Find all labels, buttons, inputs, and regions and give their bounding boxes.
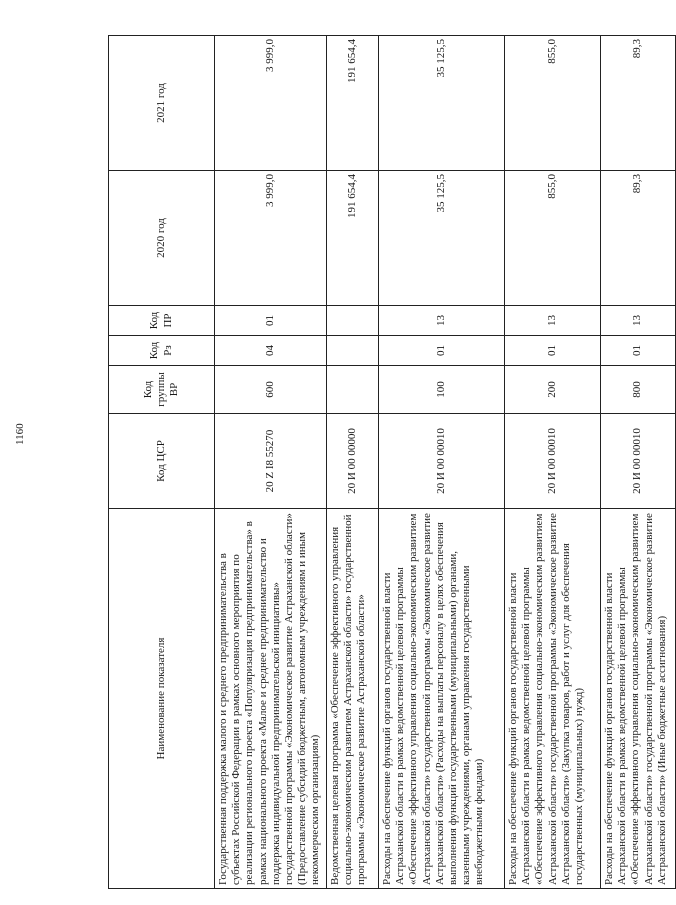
row-vr: 600 xyxy=(215,366,327,414)
row-vr: 200 xyxy=(505,366,601,414)
row-2021: 855,0 xyxy=(505,36,601,171)
row-vr: 800 xyxy=(601,366,676,414)
table-row xyxy=(505,36,601,889)
header-vr: Код группы ВР xyxy=(109,366,215,414)
row-2020: 3 999,0 xyxy=(215,171,327,306)
table-row xyxy=(215,36,327,889)
row-name: Государственная поддержка малого и среднего предпринимательства в субъектах Российской Федерации в рамках основного мероприятия по реализации регионального проекта «Популяризация предпринимательства» в рамках национального проекта «Малое и среднее предпринимательство и поддержка индивидуальной предпринимательской инициативы» государственной программы «Экономическое развитие Астраханской области» (Предоставление субсидий бюджетным, автономным учреждениям и иным некоммерческим организациям) xyxy=(215,509,327,889)
header-csr: Код ЦСР xyxy=(109,414,215,509)
table-row xyxy=(379,36,505,889)
row-vr: 100 xyxy=(379,366,505,414)
row-rz: 04 xyxy=(215,336,327,366)
row-name: Расходы на обеспечение функций органов государственной власти Астраханской области в рамках ведомственной целевой программы «Обеспечение эффективного управления социально-экономическим развитием Астраханской области» государственной программы «Экономическое развитие Астраханской области» (Закупка товаров, работ и услуг для обеспечения государственных (муниципальных) нужд) xyxy=(505,509,601,889)
row-pr: 01 xyxy=(215,306,327,336)
rotated-table-container xyxy=(108,36,668,889)
row-vr xyxy=(327,366,379,414)
row-2020: 35 125,5 xyxy=(379,171,505,306)
row-pr: 13 xyxy=(601,306,676,336)
row-name: Ведомственная целевая программа «Обеспечение эффективного управления социально-экономическим развитием Астраханской области» государственной программы «Экономическое развитие Астраханской области» xyxy=(327,509,379,889)
row-csr: 20 И 00 00010 xyxy=(379,414,505,509)
header-row xyxy=(109,36,215,889)
row-csr: 20 И 00 00010 xyxy=(505,414,601,509)
row-2021: 35 125,5 xyxy=(379,36,505,171)
row-rz: 01 xyxy=(505,336,601,366)
budget-table xyxy=(108,35,676,889)
row-pr: 13 xyxy=(379,306,505,336)
row-csr: 20 Z I8 55270 xyxy=(215,414,327,509)
row-2020: 89,3 xyxy=(601,171,676,306)
page-number: 1160 xyxy=(14,423,26,445)
row-rz xyxy=(327,336,379,366)
header-2020: 2020 год xyxy=(109,171,215,306)
row-csr: 20 И 00 00010 xyxy=(601,414,676,509)
row-name: Расходы на обеспечение функций органов государственной власти Астраханской области в рамках ведомственной целевой программы «Обеспечение эффективного управления социально-экономическим развитием Астраханской области» государственной программы «Экономическое развитие Астраханской области» (Расходы на выплаты персоналу в целях обеспечения выполнения функций государственными (муниципальными) органами, казенными учреждениями, органами управления государственными внебюджетными фондами) xyxy=(379,509,505,889)
row-2020: 855,0 xyxy=(505,171,601,306)
table-frame xyxy=(108,36,668,889)
row-2021: 3 999,0 xyxy=(215,36,327,171)
row-rz: 01 xyxy=(601,336,676,366)
row-pr xyxy=(327,306,379,336)
row-2020: 191 654,4 xyxy=(327,171,379,306)
table-row xyxy=(327,36,379,889)
row-rz: 01 xyxy=(379,336,505,366)
header-rz: Код Рз xyxy=(109,336,215,366)
table-row xyxy=(601,36,676,889)
row-name: Расходы на обеспечение функций органов государственной власти Астраханской области в рамках ведомственной целевой программы «Обеспечение эффективного управления социально-экономическим развитием Астраханской области» государственной программы «Экономическое развитие Астраханской области» (Иные бюджетные ассигнования) xyxy=(601,509,676,889)
row-csr: 20 И 00 00000 xyxy=(327,414,379,509)
row-2021: 89,3 xyxy=(601,36,676,171)
header-name: Наименование показателя xyxy=(109,509,215,889)
header-pr: Код ПР xyxy=(109,306,215,336)
header-2021: 2021 год xyxy=(109,36,215,171)
row-pr: 13 xyxy=(505,306,601,336)
row-2021: 191 654,4 xyxy=(327,36,379,171)
